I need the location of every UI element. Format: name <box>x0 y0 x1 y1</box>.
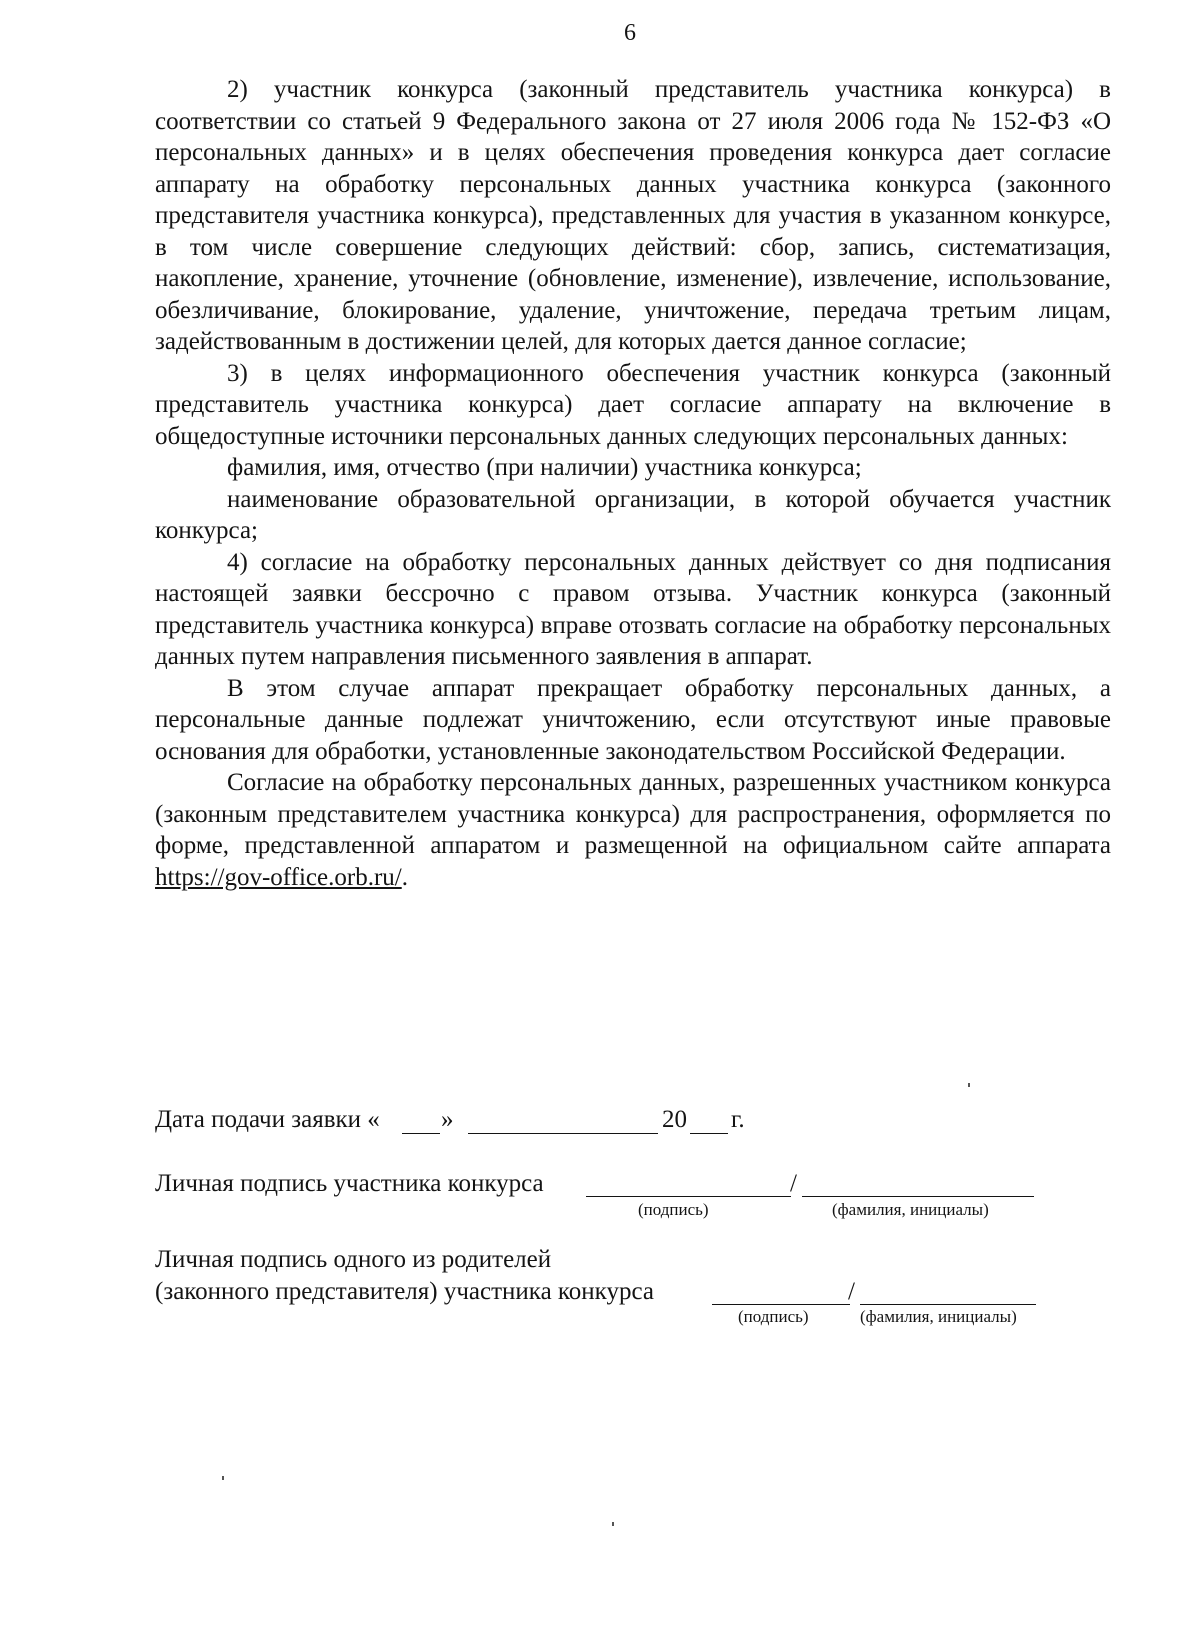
participant-signature-label: Личная подпись участника конкурса <box>155 1170 544 1197</box>
paragraph-public-sources: 3) в целях информационного обеспечения участник конкурса (законный представитель участника конкурса) дает согласие аппарату на включение в общедоступные источники персональных данных следующих персональных данных: <box>155 359 1111 450</box>
gov-office-link[interactable]: https://gov-office.orb.ru/ <box>155 863 402 891</box>
parent-name-blank <box>860 1304 1036 1305</box>
distribution-consent-end: . <box>401 863 408 891</box>
participant-name-caption: (фамилия, инициалы) <box>832 1200 989 1219</box>
date-quote-close: » <box>441 1106 454 1133</box>
participant-name-blank <box>802 1196 1034 1197</box>
scan-speck <box>222 1476 224 1480</box>
parent-signature-label-line2: (законного представителя) участника конкурса <box>155 1278 654 1305</box>
consent-text <box>155 74 1111 893</box>
scan-speck <box>612 1522 614 1526</box>
participant-signature-blank <box>586 1196 791 1197</box>
parent-signature-caption: (подпись) <box>738 1307 809 1326</box>
parent-name-caption: (фамилия, инициалы) <box>860 1307 1017 1326</box>
participant-signature-separator: / <box>790 1170 797 1197</box>
distribution-consent-text: Согласие на обработку персональных данных, разрешенных участником конкурса (законным представителем участника конкурса) для распространения, оформляется по форме, представленной аппаратом и размещенной на официальном сайте аппарата <box>155 769 1111 859</box>
paragraph-full-name: фамилия, имя, отчество (при наличии) участника конкурса; <box>227 454 862 481</box>
day-blank <box>402 1133 440 1134</box>
paragraph-consent-duration: 4) согласие на обработку персональных данных действует со дня подписания настоящей заявки бессрочно с правом отзыва. Участник конкурса (законный представитель участника конкурса) вправе отозвать согласие на обработку персональных данных путем направления письменного заявления в аппарат. <box>155 548 1111 670</box>
month-blank <box>468 1133 658 1134</box>
year-suffix: г. <box>731 1106 745 1133</box>
application-date-label: Дата подачи заявки « <box>155 1106 380 1133</box>
scan-speck <box>968 1083 970 1087</box>
parent-signature-blank <box>712 1304 850 1305</box>
paragraph-consent-processing: 2) участник конкурса (законный представитель участника конкурса) в соответствии со статьей 9 Федерального закона от 27 июля 2006 года № 152-ФЗ «О персональных данных» и в целях обеспечения проведения конкурса дает согласие аппарату на обработку персональных данных участника конкурса (законного представителя участника конкурса), представленных для участия в указанном конкурсе, в том числе совершение следующих действий: сбор, запись, систематизация, накопление, хранение, уточнение (обновление, изменение), извлечение, использование, обезличивание, блокирование, удаление, уничтожение, передача третьим лицам, задействованным в достижении целей, для которых дается данное согласие; <box>155 76 1111 355</box>
parent-signature-label-line1: Личная подпись одного из родителей <box>155 1246 552 1273</box>
year-prefix: 20 <box>662 1106 687 1133</box>
participant-signature-caption: (подпись) <box>638 1200 709 1219</box>
paragraph-distribution-consent <box>155 767 1111 893</box>
page-number: 6 <box>624 20 636 46</box>
paragraph-termination: В этом случае аппарат прекращает обработку персональных данных, а персональные данные подлежат уничтожению, если отсутствуют иные правовые основания для обработки, установленные законодательством Российской Федерации. <box>155 674 1111 765</box>
paragraph-organization: наименование образовательной организации, в которой обучается участник конкурса; <box>155 485 1111 544</box>
parent-signature-separator: / <box>848 1278 855 1305</box>
year-blank <box>690 1133 728 1134</box>
